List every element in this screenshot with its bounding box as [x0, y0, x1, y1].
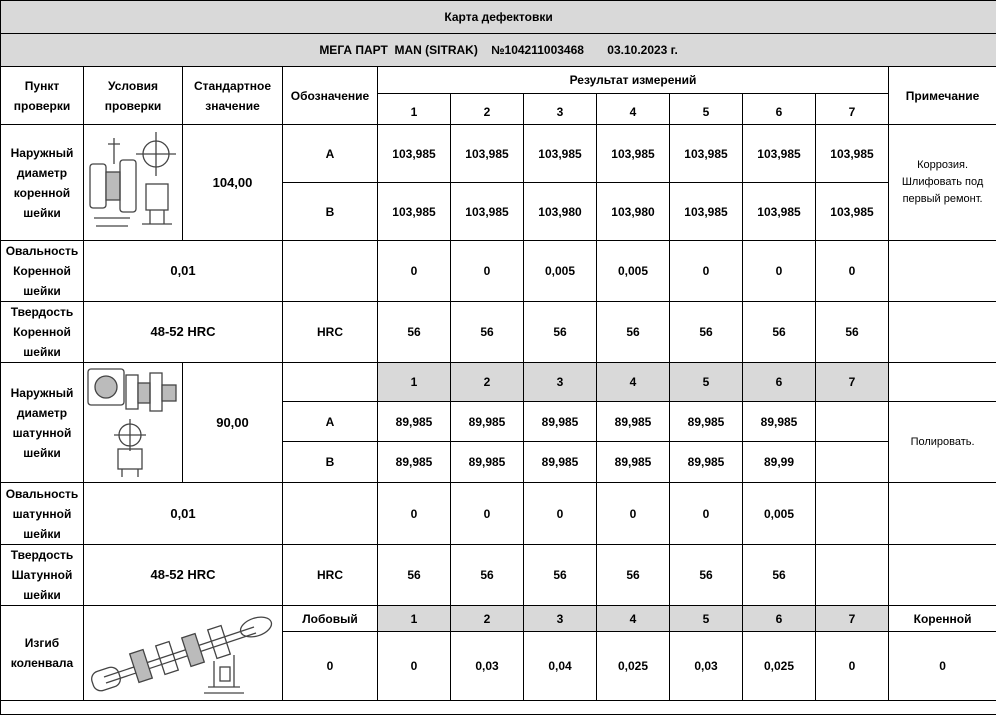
value-cell: 103,985 [524, 125, 597, 183]
value-cell: 103,985 [743, 125, 816, 183]
bend-front-label: Лобовый [283, 606, 378, 632]
standard-main-diameter: 104,00 [183, 125, 283, 241]
note-rod-hardness [889, 545, 996, 606]
header-col-1: 1 [378, 94, 451, 125]
note-rod-ovality [889, 483, 996, 545]
value-cell: 103,985 [378, 183, 451, 241]
row-label-crank-bend: Изгиб коленвала [1, 606, 84, 701]
value-cell: 56 [524, 545, 597, 606]
value-cell [816, 442, 889, 483]
designation-rod-b: B [283, 442, 378, 483]
note-main-hardness [889, 302, 996, 363]
value-cell: 103,985 [816, 125, 889, 183]
value-cell: 89,985 [597, 442, 670, 483]
rod-col-5: 5 [670, 363, 743, 402]
value-cell: 0 [378, 241, 451, 302]
value-cell: 56 [743, 302, 816, 363]
header-note: Примечание [889, 67, 996, 125]
header-col-6: 6 [743, 94, 816, 125]
designation-rod-a: A [283, 402, 378, 442]
row-label-main-diameter: Наружный диаметр коренной шейки [1, 125, 84, 241]
value-cell [816, 402, 889, 442]
value-cell: 0 [670, 241, 743, 302]
value-cell: 103,985 [378, 125, 451, 183]
header-point: Пункт проверки [1, 67, 84, 125]
value-cell: 0 [743, 241, 816, 302]
header-col-5: 5 [670, 94, 743, 125]
value-cell: 103,985 [670, 125, 743, 183]
designation-rod-empty [283, 363, 378, 402]
designation-main-ovality [283, 241, 378, 302]
value-cell: 0,03 [670, 632, 743, 701]
designation-main-b: B [283, 183, 378, 241]
standard-rod-diameter: 90,00 [183, 363, 283, 483]
value-cell: 103,985 [670, 183, 743, 241]
rod-journal-measure-icon [84, 365, 182, 481]
value-cell: 89,985 [670, 402, 743, 442]
designation-main-hardness: HRC [283, 302, 378, 363]
value-cell: 0 [670, 483, 743, 545]
value-cell: 89,985 [378, 402, 451, 442]
designation-main-a: A [283, 125, 378, 183]
value-cell: 0,025 [597, 632, 670, 701]
value-cell: 56 [597, 545, 670, 606]
bend-col-6: 6 [743, 606, 816, 632]
value-cell: 89,985 [743, 402, 816, 442]
header-col-3: 3 [524, 94, 597, 125]
value-cell: 89,99 [743, 442, 816, 483]
bend-front-value: 0 [283, 632, 378, 701]
rod-col-1: 1 [378, 363, 451, 402]
bend-main-label: Коренной [889, 606, 996, 632]
value-cell: 103,985 [451, 183, 524, 241]
value-cell: 89,985 [524, 402, 597, 442]
value-cell: 0 [451, 241, 524, 302]
header-col-2: 2 [451, 94, 524, 125]
rod-col-3: 3 [524, 363, 597, 402]
header-conditions: Условия проверки [84, 67, 183, 125]
value-cell: 103,985 [816, 183, 889, 241]
value-cell: 56 [378, 302, 451, 363]
value-cell: 56 [743, 545, 816, 606]
crankshaft-illustration-icon [84, 607, 282, 699]
header-col-4: 4 [597, 94, 670, 125]
crankshaft-diagram [84, 606, 283, 701]
row-label-rod-ovality: Овальность шатунной шейки [1, 483, 84, 545]
value-cell: 56 [524, 302, 597, 363]
note-rod-diameter: Полировать. [889, 402, 996, 483]
bend-main-value: 0 [889, 632, 996, 701]
standard-main-hardness: 48-52 HRC [84, 302, 283, 363]
value-cell: 0 [597, 483, 670, 545]
footer-empty-row [1, 701, 996, 715]
value-cell: 103,985 [743, 183, 816, 241]
value-cell [816, 545, 889, 606]
value-cell: 0,005 [597, 241, 670, 302]
standard-rod-ovality: 0,01 [84, 483, 283, 545]
value-cell: 0 [451, 483, 524, 545]
value-cell: 0 [378, 483, 451, 545]
value-cell: 56 [378, 545, 451, 606]
bend-col-5: 5 [670, 606, 743, 632]
value-cell: 56 [451, 545, 524, 606]
value-cell: 0,005 [743, 483, 816, 545]
value-cell: 89,985 [597, 402, 670, 442]
header-designation: Обозначение [283, 67, 378, 125]
note-main-ovality [889, 241, 996, 302]
designation-rod-hardness: HRC [283, 545, 378, 606]
bend-col-3: 3 [524, 606, 597, 632]
value-cell: 0 [524, 483, 597, 545]
value-cell [816, 483, 889, 545]
value-cell: 0 [816, 632, 889, 701]
value-cell: 56 [670, 545, 743, 606]
bend-col-1: 1 [378, 606, 451, 632]
bend-col-2: 2 [451, 606, 524, 632]
value-cell: 56 [670, 302, 743, 363]
value-cell: 56 [597, 302, 670, 363]
value-cell: 0,025 [743, 632, 816, 701]
rod-col-6: 6 [743, 363, 816, 402]
standard-main-ovality: 0,01 [84, 241, 283, 302]
value-cell: 103,985 [451, 125, 524, 183]
value-cell: 0 [816, 241, 889, 302]
header-results: Результат измерений [378, 67, 889, 94]
bend-col-4: 4 [597, 606, 670, 632]
value-cell: 89,985 [451, 442, 524, 483]
standard-rod-hardness: 48-52 HRC [84, 545, 283, 606]
bend-col-7: 7 [816, 606, 889, 632]
rod-journal-diagram [84, 363, 183, 483]
note-main-diameter: Коррозия. Шлифовать под первый ремонт. [889, 125, 996, 241]
main-journal-diagram [84, 125, 183, 241]
rod-col-2: 2 [451, 363, 524, 402]
value-cell: 56 [451, 302, 524, 363]
value-cell: 89,985 [451, 402, 524, 442]
value-cell: 89,985 [524, 442, 597, 483]
row-label-rod-diameter: Наружный диаметр шатунной шейки [1, 363, 84, 483]
value-cell: 0,005 [524, 241, 597, 302]
value-cell: 103,980 [597, 183, 670, 241]
rod-col-4: 4 [597, 363, 670, 402]
header-col-7: 7 [816, 94, 889, 125]
value-cell: 0,04 [524, 632, 597, 701]
row-label-rod-hardness: Твердость Шатунной шейки [1, 545, 84, 606]
value-cell: 89,985 [670, 442, 743, 483]
header-standard: Стандартное значение [183, 67, 283, 125]
value-cell: 56 [816, 302, 889, 363]
main-journal-measure-icon [84, 126, 182, 240]
value-cell: 0 [378, 632, 451, 701]
row-label-main-ovality: Овальность Коренной шейки [1, 241, 84, 302]
value-cell: 0,03 [451, 632, 524, 701]
note-rod-empty [889, 363, 996, 402]
page-title: Карта дефектовки [1, 1, 996, 34]
value-cell: 103,980 [524, 183, 597, 241]
value-cell: 89,985 [378, 442, 451, 483]
rod-col-7: 7 [816, 363, 889, 402]
value-cell: 103,985 [597, 125, 670, 183]
document-subtitle: МЕГА ПАРТ MAN (SITRAK) №104211003468 03.10.2023 г. [1, 34, 996, 67]
designation-rod-ovality [283, 483, 378, 545]
row-label-main-hardness: Твердость Коренной шейки [1, 302, 84, 363]
